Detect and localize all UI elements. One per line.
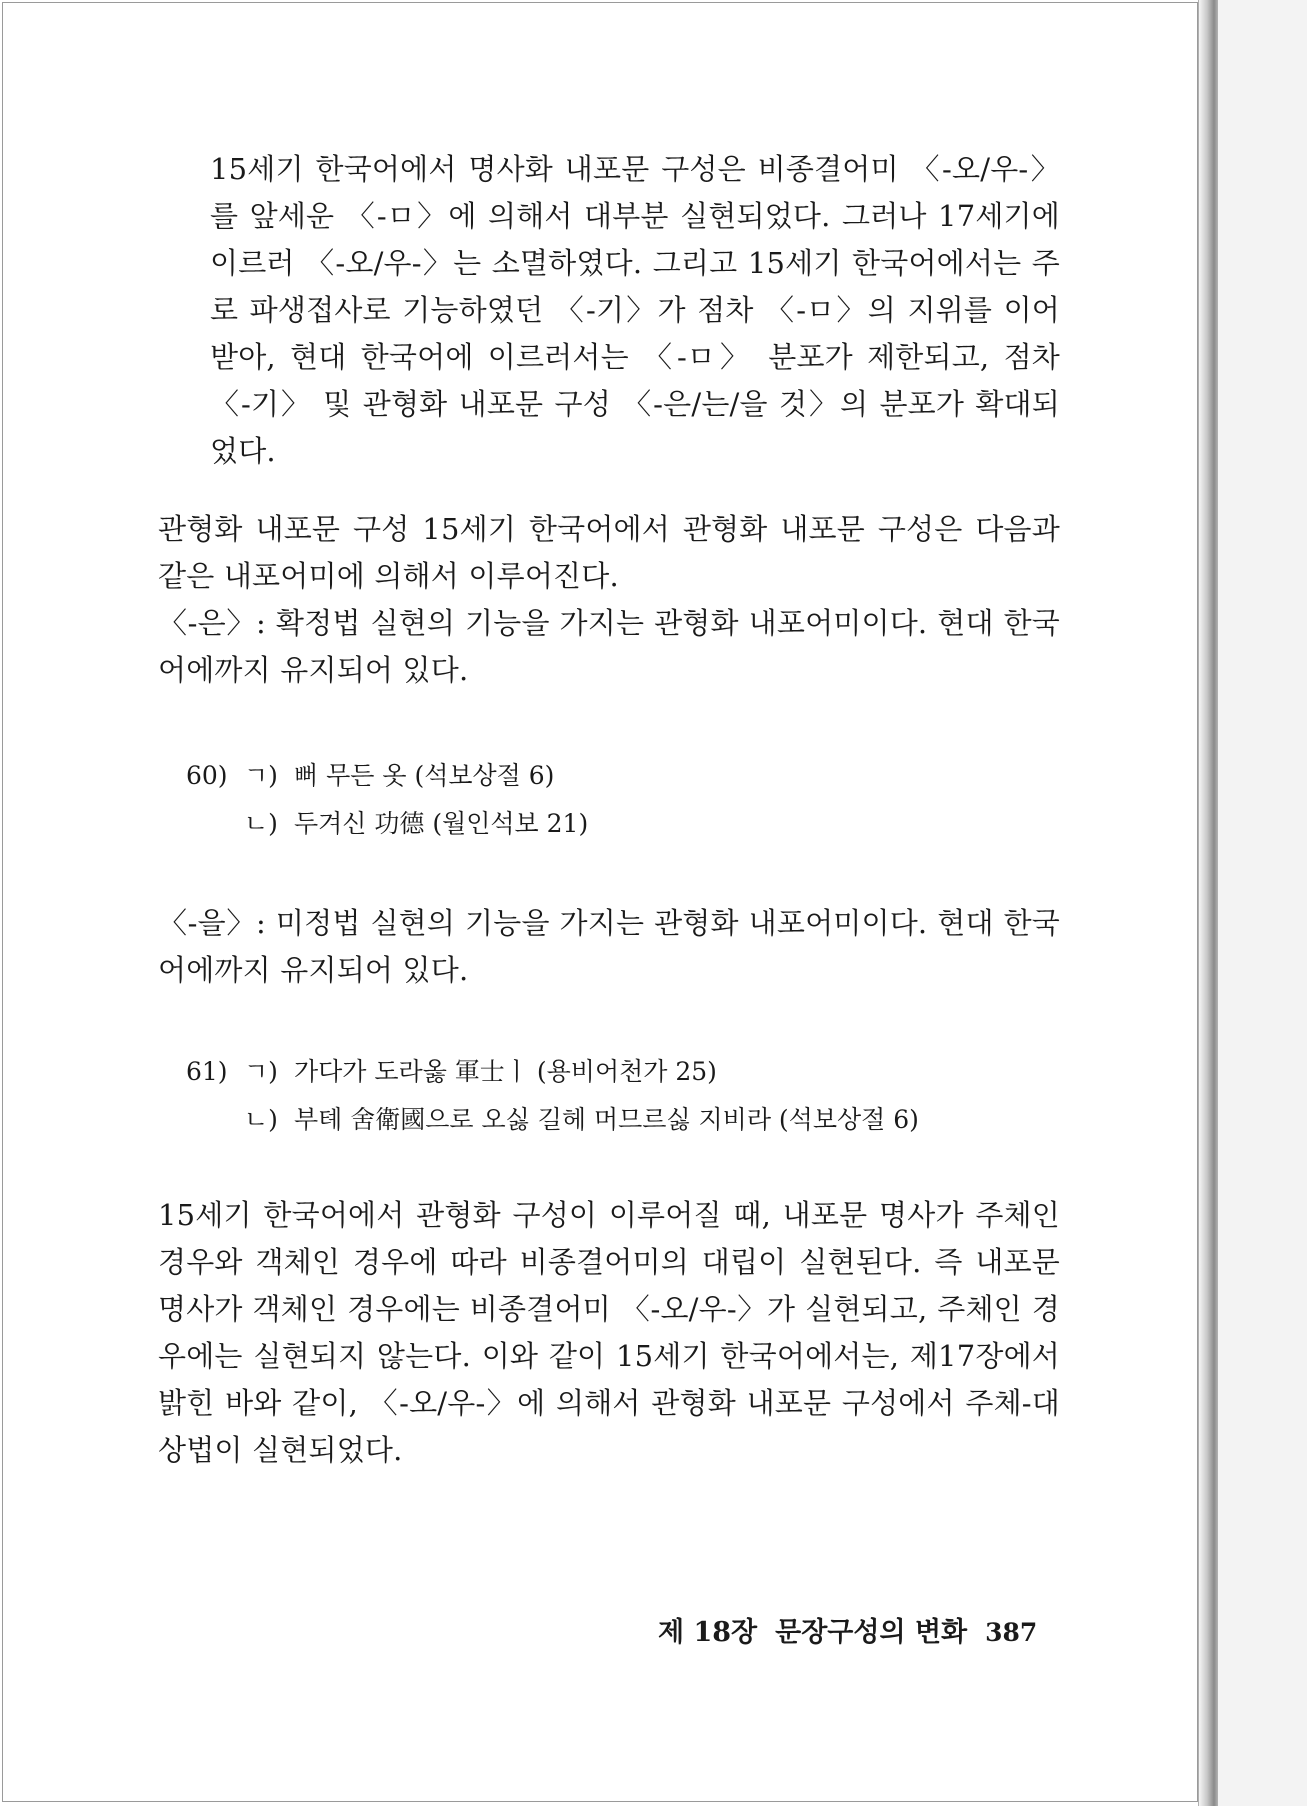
example-number: 60) [186, 761, 228, 790]
example-mark: ㄴ) [244, 809, 278, 838]
example-text: 뻐 무든 옷 (석보상절 6) [294, 761, 555, 790]
paragraph-adnominal-intro: 관형화 내포문 구성 15세기 한국어에서 관형화 내포문 구성은 다음과 같은 내포어미에 의해서 이루어진다. [158, 512, 1060, 593]
example-60a [186, 754, 554, 798]
example-mark: ㄱ) [244, 761, 278, 790]
page-edge-shadow [1198, 0, 1219, 1806]
footer-chapter: 제 18장 [658, 1617, 758, 1648]
example-mark: ㄱ) [244, 1057, 278, 1086]
example-mark: ㄴ) [244, 1105, 278, 1134]
example-61b [244, 1098, 919, 1142]
example-text: 가다가 도라옳 軍士ㅣ (용비어천가 25) [294, 1057, 717, 1086]
paragraph-eun-ending: 〈-은〉: 확정법 실현의 기능을 가지는 관형화 내포어미이다. 현대 한국어에까지 유지되어 있다. [158, 606, 1060, 687]
example-text: 부톄 舍衛國으로 오싫 길헤 머므르싫 지비라 (석보상절 6) [294, 1105, 919, 1134]
page-number: 387 [985, 1618, 1038, 1647]
running-footer [658, 1610, 1037, 1649]
paragraph-subject-object: 15세기 한국어에서 관형화 구성이 이루어질 때, 내포문 명사가 주체인 경우와 객체인 경우에 따라 비종결어미의 대립이 실현된다. 즉 내포문 명사가 객체인 경우에는 비종결어미 〈-오/우-〉가 실현되고, 주체인 경우에는 실현되지 않는다. 이와 같이 15세기 한국어에서는, 제17장에서 밝힌 바와 같이, 〈-오/우-〉에 의해서 관형화 내포문 구성에서 주체-대상법이 실현되었다. [158, 1198, 1060, 1467]
example-number: 61) [186, 1057, 228, 1086]
example-text: 두겨신 功德 (월인석보 21) [294, 809, 589, 838]
example-61a [186, 1050, 717, 1094]
background-margin [1218, 0, 1307, 1806]
example-60b [244, 802, 588, 846]
footer-title: 문장구성의 변화 [775, 1617, 968, 1648]
paragraph-nominalization: 15세기 한국어에서 명사화 내포문 구성은 비종결어미 〈-오/우-〉를 앞세운 〈-ㅁ〉에 의해서 대부분 실현되었다. 그러나 17세기에 이르러 〈-오/우-〉는 소멸하였다. 그리고 15세기 한국어에서는 주로 파생접사로 기능하였던 〈-기〉가 점차 〈-ㅁ〉의 지위를 이어받아, 현대 한국어에 이르러서는 〈-ㅁ〉 분포가 제한되고, 점차 〈-기〉 및 관형화 내포문 구성 〈-은/는/을 것〉의 분포가 확대되었다. [210, 152, 1060, 468]
paragraph-eul-ending: 〈-을〉: 미정법 실현의 기능을 가지는 관형화 내포어미이다. 현대 한국어에까지 유지되어 있다. [158, 906, 1060, 987]
